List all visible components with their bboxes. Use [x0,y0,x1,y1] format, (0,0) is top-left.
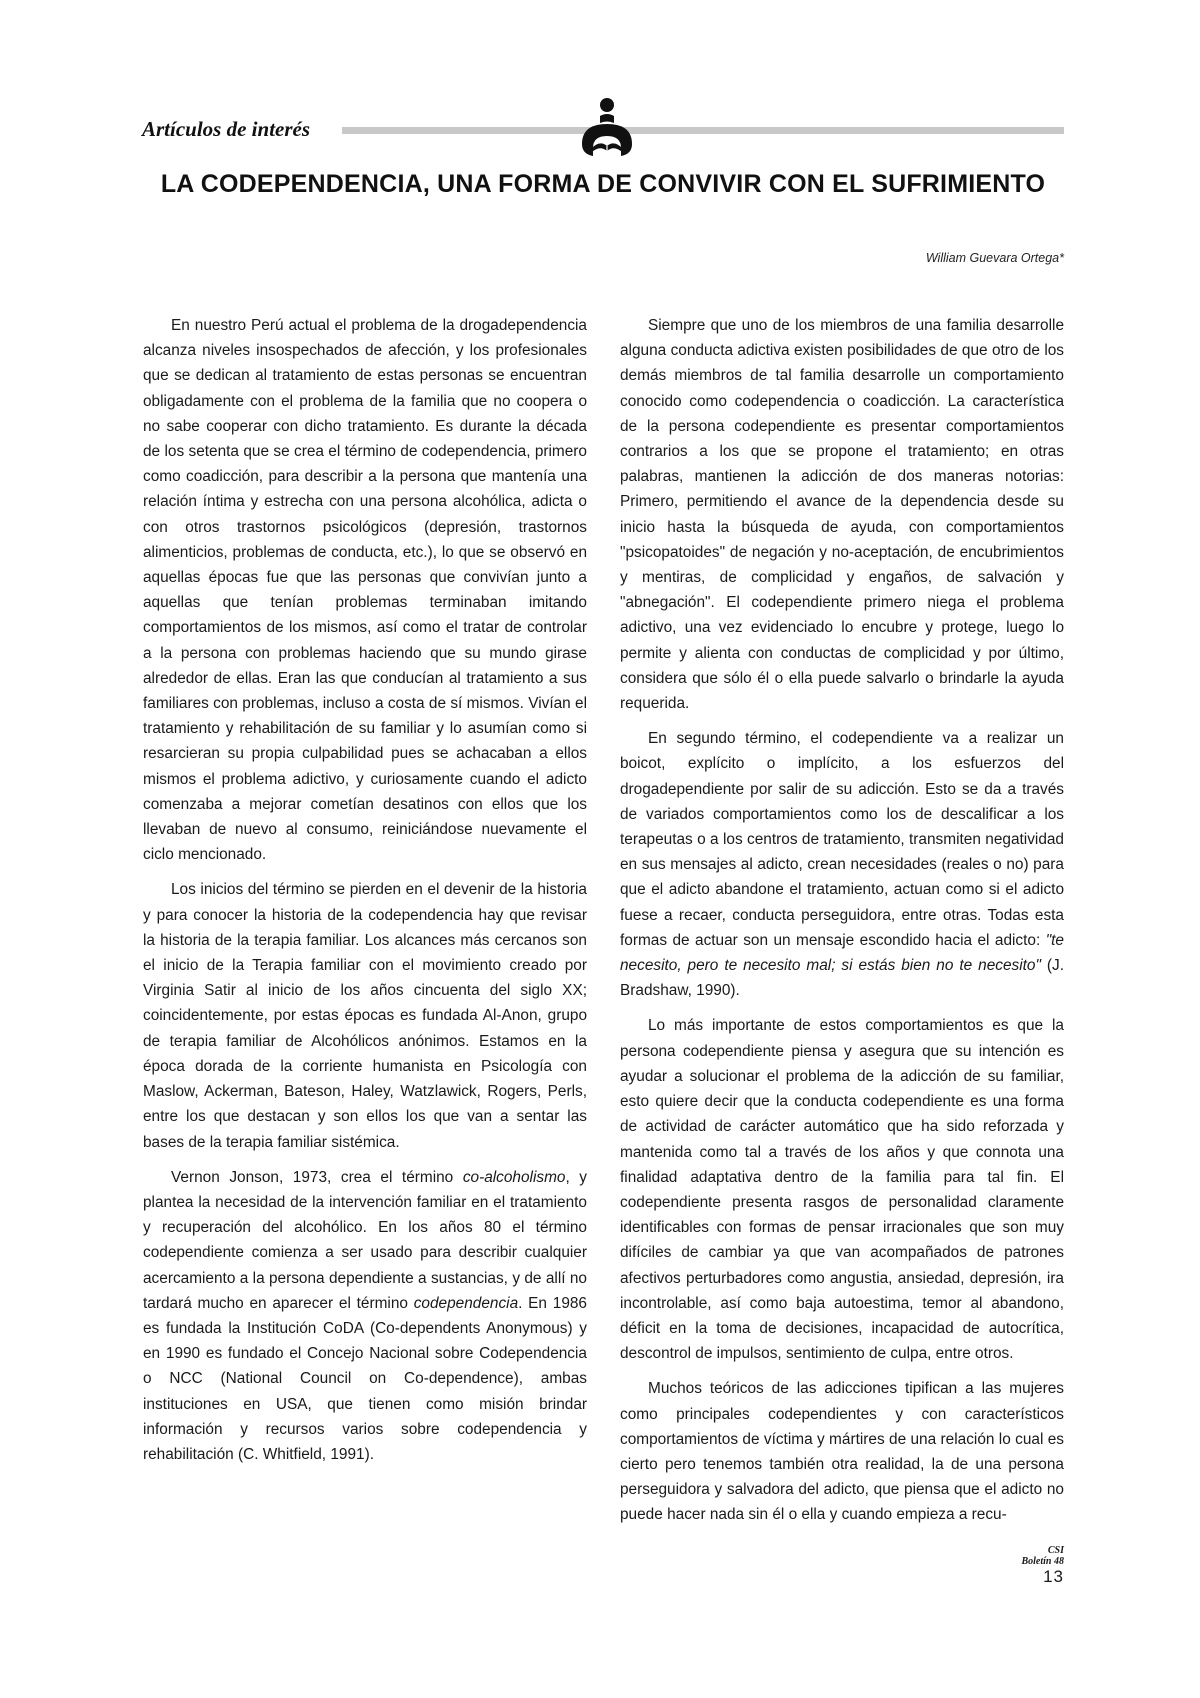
text-column-left [143,313,587,1477]
article-title: LA CODEPENDENCIA, UNA FORMA DE CONVIVIR CON EL SUFRIMIENTO [160,170,1046,198]
paragraph: Siempre que uno de los miembros de una familia desarrolle alguna conducta adictiva existen posibilidades de que otro de los demás miembros de tal familia desarrolle un comportamiento conocido como codependencia o coadicción. La característica de la persona codependiente es presentar comportamientos contrarios a los que se propone el tratamiento; en otras palabras, mantienen la adicción de dos maneras notorias: Primero, permitiendo el avance de la dependencia desde su inicio hasta la búsqueda de ayuda, con comportamientos "psicopatoides" de negación y no-aceptación, de encubrimientos y mentiras, de complicidad y engaños, de salvación y "abnegación". El codependiente primero niega el problema adictivo, una vez evidenciado lo encubre y protege, luego lo permite y alienta con conductas de complicidad y por último, considera que sólo él o ella puede salvarlo o brindarle la ayuda requerida. [620,317,1064,713]
header-rule-right [654,127,1064,134]
emphasis: co-alcoholismo [462,1168,566,1186]
page-number: 13 [1043,1567,1064,1586]
paragraph: Vernon Jonson, 1973, crea el término co-alcoholismo, y plantea la necesidad de la intervención familiar en el tratamiento y recuperación del alcohólico. En los años 80 el término codependiente comienza a ser usado para describir cualquier acercamiento a la persona dependiente a sustancias, y de allí no tardará mucho en aparecer el término codependencia. En 1986 es fundada la Institución CoDA (Co-dependents Anonymous) y en 1990 es fundado el Concejo Nacional sobre Codependencia o NCC (National Council on Co-dependence), ambas instituciones en USA, que tienen como misión brindar información y recursos varios sobre codependencia y rehabilitación (C. Whitfield, 1991). [143,1168,588,1463]
section-label: Artículos de interés [142,117,311,141]
paragraph: Los inicios del término se pierden en el devenir de la historia y para conocer la historia de la codependencia hay que revisar la historia de la terapia familiar. Los alcances más cercanos son el inicio de la Terapia familiar con el movimiento creado por Virginia Satir al inicio de los años cincuenta del siglo XX; coincidentemente, por estas épocas es fundada Al-Anon, grupo de terapia familiar de Alcohólicos anónimos. Estamos en la época dorada de la corriente humanista en Psicología con Maslow, Ackerman, Bateson, Haley, Watzlawick, Rogers, Perls, entre los que destacan y son ellos los que van a sentar las bases de la terapia familiar sistémica. [143,881,587,1151]
emphasis: codependencia [413,1294,519,1312]
quote-emphasis: "te necesito, pero te necesito mal; si estás bien no te necesito" [620,931,1064,975]
paragraph: Muchos teóricos de las adicciones tipifican a las mujeres como principales codependientes y con característicos comportamientos de víctima y mártires de una relación lo cual es cierto pero tenemos también otra realidad, la de una persona perseguidora y salvadora del adicto, que piensa que el adicto no puede hacer nada sin él o ella y cuando empieza a recu- [620,1380,1064,1524]
author-name: William Guevara Ortega* [925,251,1064,265]
paragraph: Lo más importante de estos comportamientos es que la persona codependiente piensa y asegura que su intención es ayudar a solucionar el problema de la adicción de su familiar, esto quiere decir que la conducta codependiente es una forma de actividad de carácter automático que ha sido reforzada y mantenida como tal a través de los años y que connota una finalidad adaptativa dentro de la familia para tal fin. El codependiente presenta rasgos de personalidad claramente identificables con formas de pensar irracionales que son muy difíciles de cambiar ya que van acompañados de patrones afectivos perturbadores como angustia, ansiedad, depresión, ira incontrolable, así como baja autoestima, temor al abandono, déficit en la toma de decisiones, incapacidad de autocrítica, descontrol de impulsos, sentimiento de culpa, entre otros. [620,1017,1064,1363]
person-reading-logo-icon [574,96,640,162]
publication-name: CSI [1047,1545,1064,1556]
paragraph: En nuestro Perú actual el problema de la drogadependencia alcanza niveles insospechados de afección, y los profesionales que se dedican al tratamiento de estas personas se encuentran obligadamente con el problema de la familia que no coopera o no sabe cooperar con dicho tratamiento. Es durante la década de los setenta que se crea el término de codependencia, primero como coadicción, para describir a la persona que mantenía una relación íntima y estrecha con una persona alcohólica, adicta o con otros trastornos psicológicos (depresión, trastornos alimenticios, problemas de conducta, etc.), lo que se observó en aquellas épocas fue que las personas que convivían junto a aquellas que tenían problemas terminaban imitando comportamientos de los mismos, así como el tratar de controlar a la persona con problemas haciendo que su mundo girase alrededor de ellas. Eran las que conducían al tratamiento a sus familiares con problemas, incluso a costa de sí mismos. Vivían el tratamiento y rehabilitación de su familiar y lo asumían como si resarcieran su propia culpabilidad pues se achacaban a ellos mismos el problema adictivo, y curiosamente cuando el adicto comenzaba a mejorar cometían desatinos con ellos que los llevaban de nuevo al consumo, reiniciándose nuevamente el ciclo mencionado. [143,317,587,864]
page-footer [1021,1545,1064,1587]
header-rule-left [342,127,698,134]
issue-label: Boletín 48 [1021,1556,1064,1567]
text-column-right [620,313,1064,1538]
paragraph: En segundo término, el codependiente va a realizar un boicot, explícito o implícito, a los esfuerzos del drogadependiente por salir de su adicción. Esto se da a través de variados comportamientos como los de descalificar a los terapeutas o a los centros de tratamiento, transmiten negatividad en sus mensajes al adicto, crean necesidades (reales o no) para que el adicto abandone el tratamiento, actuan como si el adicto fuese a recaer, conducta perseguidora, entre otras. Todas esta formas de actuar son un mensaje escondido hacia el adicto: "te necesito, pero te necesito mal; si estás bien no te necesito" (J. Bradshaw, 1990). [620,730,1065,1000]
